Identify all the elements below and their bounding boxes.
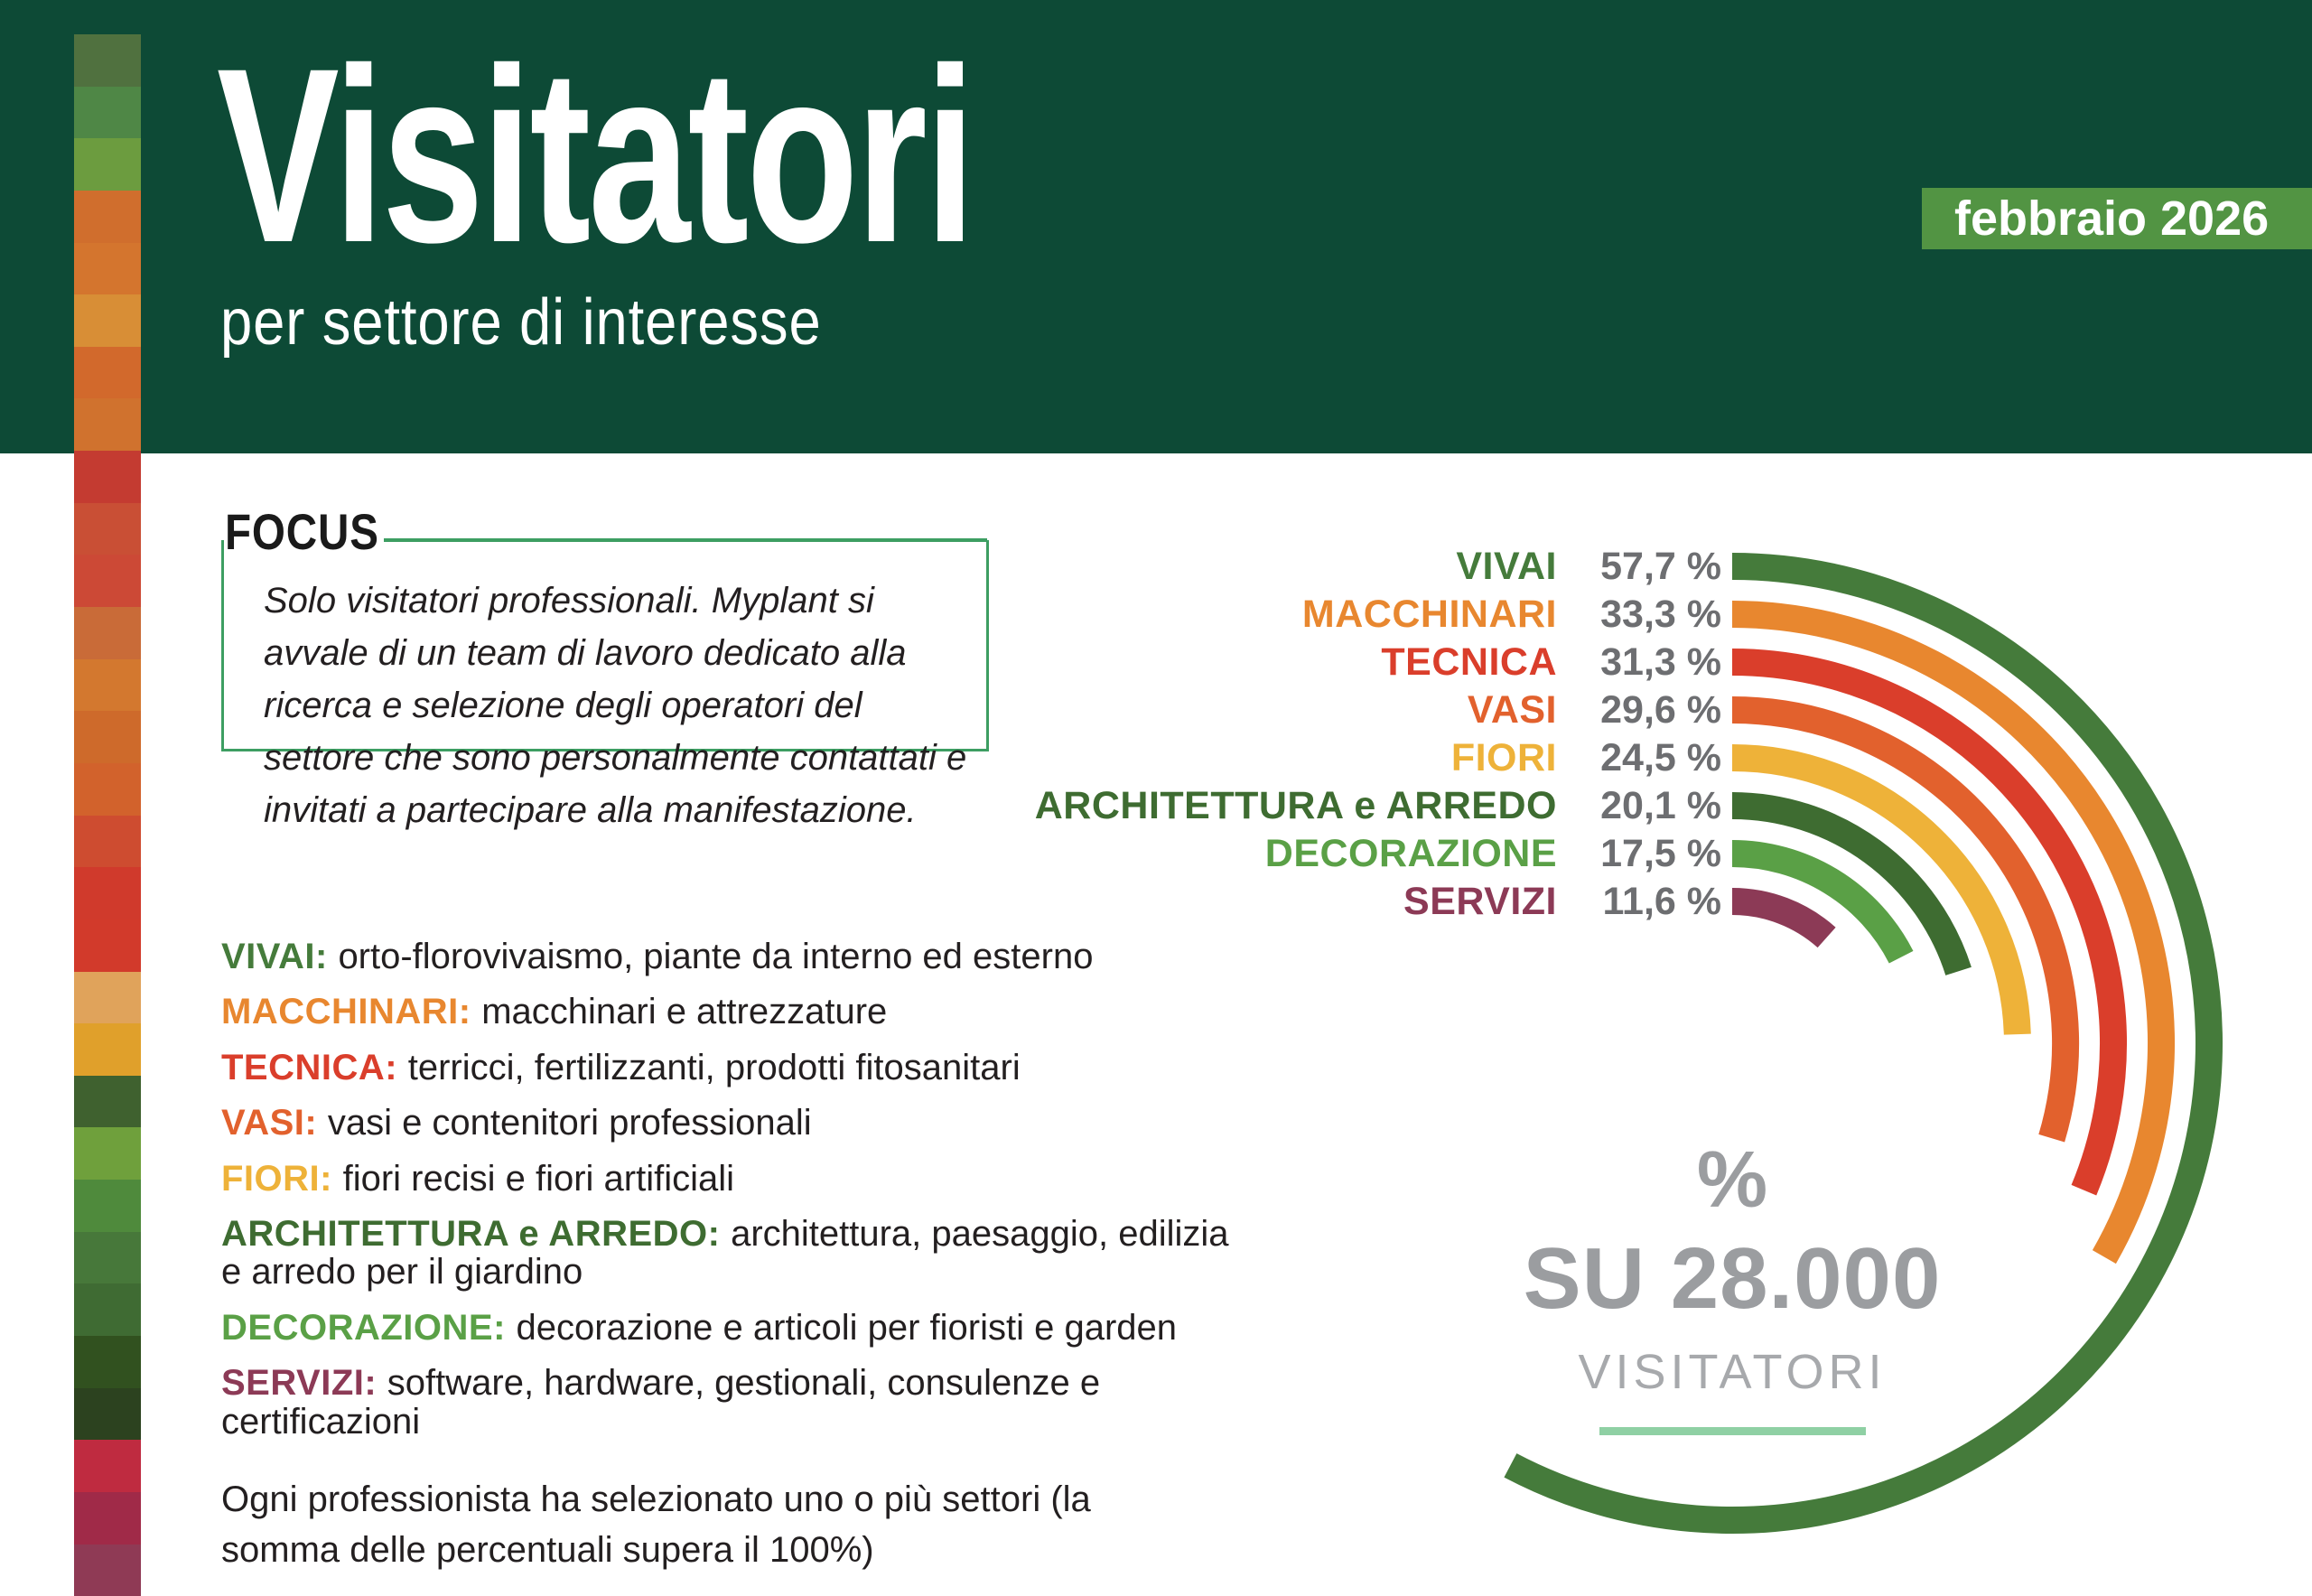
definition-text: decorazione e articoli per fioristi e garden [516,1307,1178,1348]
definition-text: vasi e contenitori professionali [327,1103,812,1143]
chart-label-row [993,638,1721,686]
page-title: Visitatori [217,17,974,294]
footnote: Ogni professionista ha selezionato uno o più settori (la somma delle percentuali supera il 100%) [221,1479,1091,1570]
definition-text: architettura, paesaggio, edilizia e arredo per il giardino [221,1213,1229,1293]
chart-value-label: 29,6 % [1600,687,1721,732]
definition-term: TECNICA: [221,1047,408,1087]
definition-text: software, hardware, gestionali, consulenze e certificazioni [221,1363,1101,1442]
focus-heading: FOCUS [225,503,379,560]
chart-value-label: 31,3 % [1600,639,1721,684]
chart-value-label: 33,3 % [1600,592,1721,636]
chart-value-label: 24,5 % [1600,735,1721,779]
definition-term: VASI: [221,1103,328,1143]
definition-text: macchinari e attrezzature [481,992,888,1032]
chart-category-label: FIORI [1450,735,1557,779]
definition-term: MACCHINARI: [221,992,482,1032]
chart-category-label: DECORAZIONE [1264,831,1557,875]
chart-value-label: 20,1 % [1600,783,1721,827]
definition-text: terricci, fertilizzanti, prodotti fitosanitari [407,1047,1021,1087]
definition-term: ARCHITETTURA e ARREDO: [221,1213,732,1254]
center-underline [1599,1427,1866,1435]
definition-text: orto-florovivaismo, piante da interno ed esterno [338,937,1094,976]
chart-label-row [993,542,1721,591]
total-visitors-label: SU 28.000 [1523,1230,1942,1327]
chart-category-label: TECNICA [1381,639,1557,684]
definition-term: DECORAZIONE: [221,1307,517,1348]
chart-value-label: 17,5 % [1600,831,1721,875]
definition-term: FIORI: [221,1158,343,1199]
date-badge: febbraio 2026 [1922,188,2312,249]
chart-label-row [993,877,1721,926]
definition-text: fiori recisi e fiori artificiali [342,1158,735,1199]
chart-category-label: VASI [1467,687,1557,732]
chart-label-row [993,781,1721,830]
focus-text: Solo visitatori professionali. Myplant si avvale di un team di lavoro dedicato alla ricerca e selezione degli operatori del settore che sono personalmente contattati e invitati a partecipare alla manifestazione. [264,581,967,830]
chart-label-row [993,590,1721,639]
chart-label-row [993,733,1721,782]
page-subtitle: per settore di interesse [220,286,822,359]
chart-label-row [993,829,1721,878]
chart-category-label: ARCHITETTURA e ARREDO [1034,783,1557,827]
definition-term: VIVAI: [221,937,339,976]
chart-center-annotation [1371,1134,2093,1435]
definition-term: SERVIZI: [221,1363,387,1404]
chart-category-label: SERVIZI [1403,879,1557,923]
visitors-label: VISITATORI [1578,1345,1887,1399]
chart-value-label: 11,6 % [1602,879,1721,923]
chart-label-row [993,686,1721,734]
chart-arc-servizi [1732,901,1827,938]
chart-value-label: 57,7 % [1600,544,1721,588]
chart-category-label: MACCHINARI [1301,592,1557,636]
percent-symbol: % [1696,1134,1768,1224]
chart-category-label: VIVAI [1456,544,1557,588]
